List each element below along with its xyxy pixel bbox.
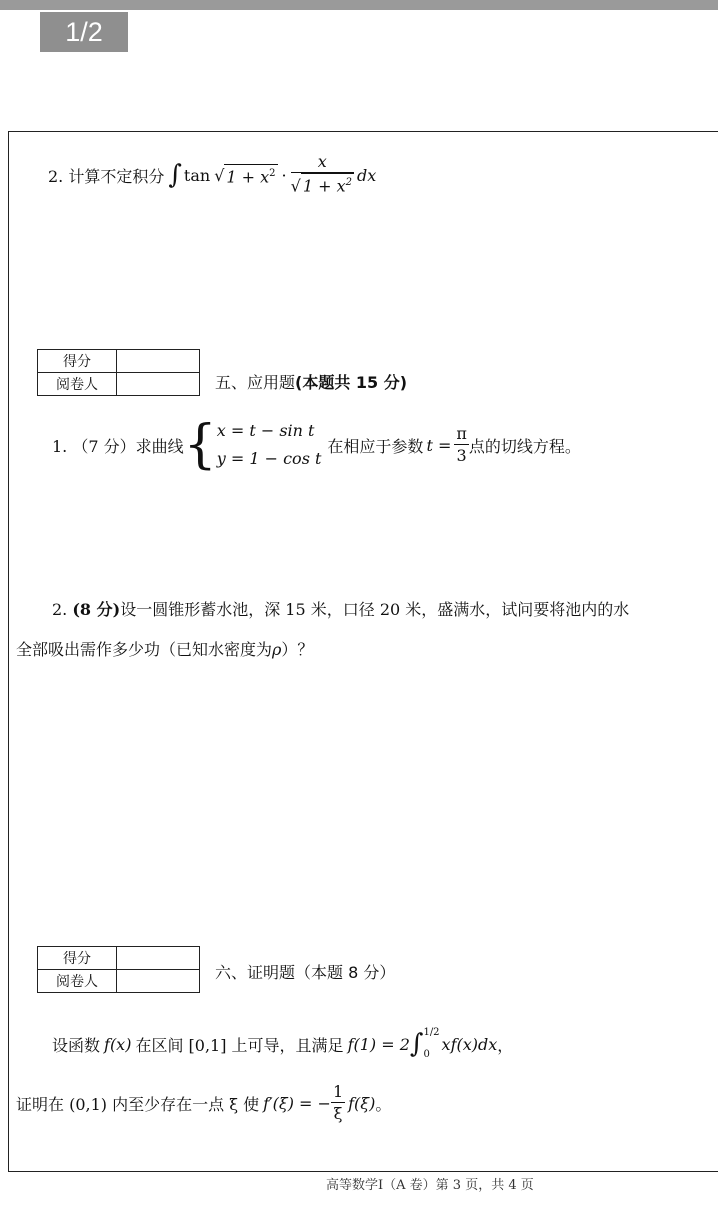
integral-sign: ∫ <box>409 1029 424 1059</box>
score-table-section5 <box>37 349 200 396</box>
reviewer-cell[interactable] <box>117 970 200 993</box>
q2-prefix: 2. 计算不定积分 <box>48 166 165 186</box>
fprime-term: f′(ξ) = − <box>263 1093 331 1113</box>
s6-text-a: 设函数 <box>52 1035 101 1055</box>
q2-fraction <box>291 152 354 197</box>
s6-line1 <box>52 1022 513 1066</box>
section5-title <box>215 370 407 393</box>
score-label: 得分 <box>38 350 117 373</box>
score-table-section6 <box>37 946 200 993</box>
one-over-xi <box>331 1082 345 1125</box>
frac-den-arg: 1 + x <box>302 176 346 196</box>
equation-x: x = t − sin t <box>216 421 315 440</box>
equation-system <box>217 417 322 473</box>
s6-text-b: 在区间 [0,1] 上可导，且满足 <box>135 1035 344 1055</box>
q2-integral <box>48 150 376 200</box>
section5-title-bold: (本题共 15 分) <box>295 373 408 392</box>
s5-q2-text1: 设一圆锥形蓄水池，深 15 米，口径 20 米，盛满水，试问要将池内的水 <box>120 600 630 619</box>
pi-symbol: π <box>456 423 467 443</box>
rho-symbol: ρ <box>272 640 282 659</box>
score-cell[interactable] <box>117 350 200 373</box>
reviewer-cell[interactable] <box>117 373 200 396</box>
dot-operator: · <box>281 165 287 185</box>
f1-equals: f(1) = 2 <box>347 1034 410 1054</box>
top-status-bar <box>0 0 718 10</box>
fx-term: f(x) <box>104 1034 132 1054</box>
sqrt-power: 2 <box>269 167 276 179</box>
xi-denominator: ξ <box>333 1103 343 1123</box>
s5-q2-text2-end: ）？ <box>281 640 314 659</box>
sqrt-expression <box>224 164 277 186</box>
score-cell[interactable] <box>117 947 200 970</box>
sqrt-sign: √ <box>214 165 225 185</box>
reviewer-label: 阅卷人 <box>38 373 117 396</box>
integral-sign: ∫ <box>168 160 182 190</box>
s6-comma: ， <box>497 1035 514 1055</box>
frac-numerator: x <box>291 152 354 173</box>
s5-q1-prefix: 1. （7 分）求曲线 <box>52 436 184 456</box>
s5-q1 <box>52 415 581 475</box>
fxi-term: f(ξ) <box>348 1093 376 1113</box>
frac-denominator: √ $1 + x^2$ <box>291 173 354 197</box>
s6-period: 。 <box>375 1094 392 1114</box>
frac-den-power: 2 <box>345 177 352 189</box>
s5-q1-suffix: 点的切线方程。 <box>468 436 581 456</box>
one-numerator: 1 <box>332 1081 344 1101</box>
integrand: xf(x)dx <box>441 1034 498 1054</box>
s5-q2-num: 2. <box>52 600 68 619</box>
curly-brace: { <box>183 415 217 475</box>
s5-q1-mid: 在相应于参数 <box>327 436 424 456</box>
equation-y: y = 1 − cos t <box>216 449 322 468</box>
reviewer-label: 阅卷人 <box>38 970 117 993</box>
section6-title: 六、证明题（本题 8 分） <box>215 963 396 982</box>
three-denominator: 3 <box>456 445 467 465</box>
lower-limit: 0 <box>423 1049 430 1060</box>
page-indicator-badge: 1/2 <box>40 12 128 52</box>
upper-limit: 1/2 <box>423 1027 440 1038</box>
s6-integral <box>410 1027 442 1061</box>
s6-line2 <box>16 1078 391 1128</box>
s5-q2-line1 <box>52 597 629 620</box>
score-label: 得分 <box>38 947 117 970</box>
t-equals: t = <box>426 435 452 455</box>
tan-func: tan <box>183 165 211 185</box>
pi-over-three <box>454 424 469 467</box>
s5-q2-text2: 全部吸出需作多少功（已知水密度为 <box>16 640 273 659</box>
section5-title-text: 五、应用题 <box>215 373 296 392</box>
s5-q2-points: (8 分) <box>72 600 121 619</box>
sqrt-arg: 1 + x <box>226 167 270 187</box>
page-footer: 高等数学Ⅰ（A 卷）第 3 页，共 4 页 <box>326 1178 534 1193</box>
s6-text-line2: 证明在 (0,1) 内至少存在一点 ξ 使 <box>16 1094 260 1114</box>
dx-term: dx <box>357 165 377 185</box>
s5-q2-line2 <box>16 637 313 660</box>
